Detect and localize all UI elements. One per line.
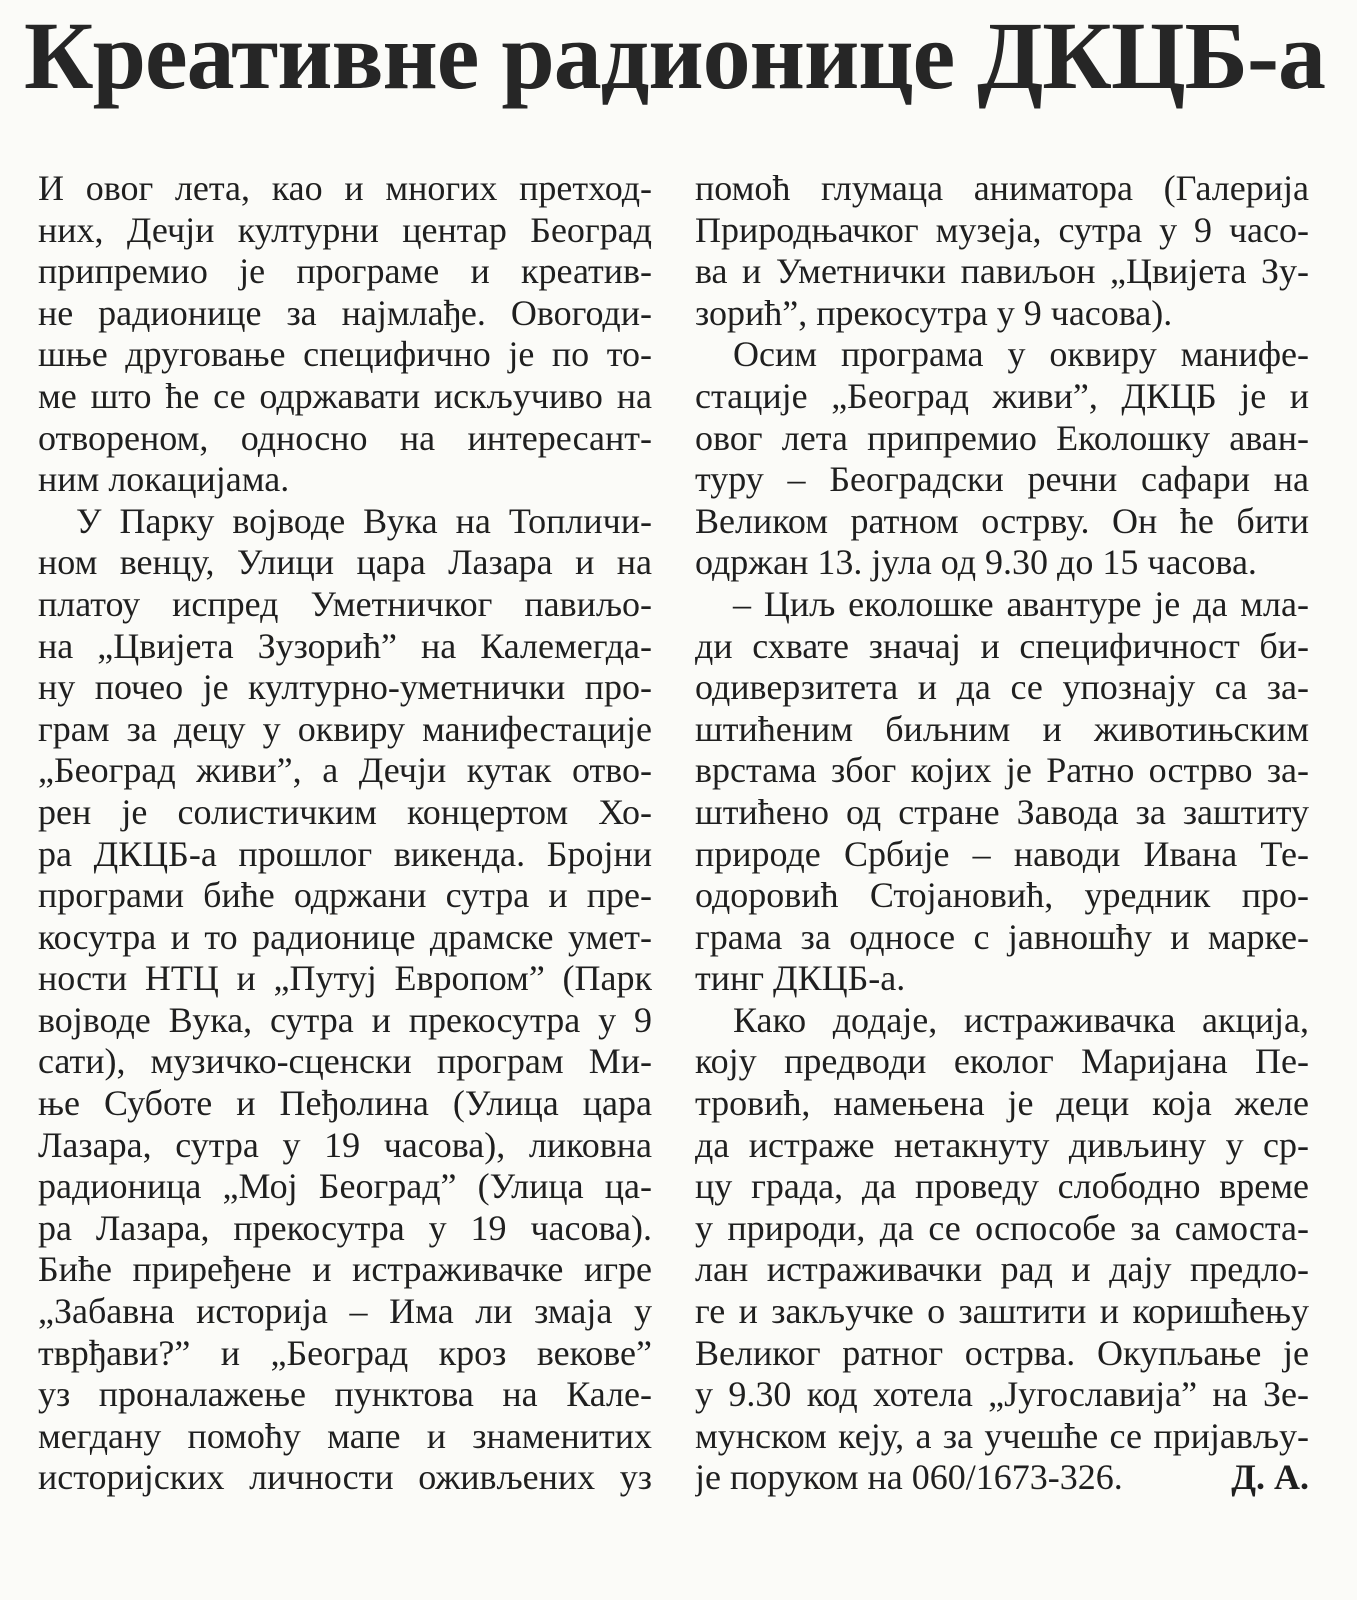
text-line: них, Дечји културни центар Београд [38,209,652,250]
author-signature: Д. А. [1231,1457,1309,1498]
article-column-left [38,168,652,1499]
text-line: штићеним биљним и животињским [695,708,1309,749]
headline: Креативне радионице ДКЦБ-а [24,2,1325,109]
text-line: Биће приређене и истраживачке игре [38,1249,652,1290]
article-column-right [695,168,1309,1499]
text-line: ње Суботе и Пеђолина (Улица цара [38,1083,652,1124]
text-line: грама за односе с јавношћу и марке- [695,916,1309,957]
text-line: – Циљ еколошке авантуре је да мла- [733,583,1309,624]
text-line: ди схвате значај и специфичност би- [695,625,1309,666]
text-line: „Забавна историја – Има ли змаја у [38,1291,652,1332]
text-line: зорић”, прекосутра у 9 часова). [695,292,1173,333]
text-line: рен је солистичким концертом Хо- [38,791,652,832]
text-line: туру – Београдски речни сафари на [695,459,1309,500]
text-line: Како додаје, истраживачка акција, [733,999,1309,1040]
text-line: И овог лета, као и многих претход- [38,168,652,208]
text-line: врстама због којих је Ратно острво за- [695,750,1309,791]
text-line: цу града, да проведу слободно време [695,1166,1309,1207]
final-line [695,1457,1309,1499]
text-line-last: је поруком на 060/1673-326. [695,1457,1123,1498]
text-line: припремио је програме и креатив- [38,251,652,292]
text-line: не радионице за најмлађе. Овогоди- [38,292,652,333]
text-line: ну почео је културно-уметнички про- [38,667,652,708]
text-line: Лазара, сутра у 19 часова), ликовна [38,1124,652,1165]
text-line: тровић, намењена је деци која желе [695,1083,1309,1124]
text-line: ге и закључке о заштити и коришћењу [695,1291,1309,1332]
text-line: ним локацијама. [38,459,290,500]
text-line: отвореном, односно на интересант- [38,417,652,458]
text-line: на „Цвијета Зузорић” на Калемегда- [38,625,652,666]
text-line: овог лета припремио Еколошку аван- [695,417,1309,458]
text-line: ра Лазара, прекосутра у 19 часова). [38,1207,652,1248]
text-line: одржан 13. јула од 9.30 до 15 часова. [695,542,1257,583]
text-line: у 9.30 код хотела „Југославија” на Зе- [695,1374,1309,1415]
text-line: Великом ратном острву. Он ће бити [695,500,1309,541]
text-line: Осим програма у оквиру манифе- [733,334,1309,375]
text-line: тинг ДКЦБ-а. [695,958,906,999]
text-line: радионица „Мој Београд” (Улица ца- [38,1166,652,1207]
text-line: коју предводи еколог Маријана Пе- [695,1041,1309,1082]
text-line: тврђави?” и „Београд кроз векове” [38,1332,652,1373]
text-line: платоу испред Уметничког павиљо- [38,583,652,624]
text-line: у природи, да се оспособе за самоста- [695,1207,1309,1248]
text-line: У Парку војводе Вука на Топличи- [76,500,652,541]
text-line: штићено од стране Завода за заштиту [695,791,1309,832]
text-line: уз проналажење пунктова на Кале- [38,1374,652,1415]
text-line: стације „Београд живи”, ДКЦБ је и [695,375,1309,416]
text-line: „Београд живи”, а Дечји кутак отво- [38,750,652,791]
text-line: ном венцу, Улици цара Лазара и на [38,542,652,583]
text-line: помоћ глумаца аниматора (Галерија [695,168,1309,208]
text-line: грам за децу у оквиру манифестације [38,708,652,749]
text-line: мунском кеју, а за учешће се пријављу- [695,1415,1309,1456]
text-line: програми биће одржани сутра и пре- [38,875,652,916]
text-line: Природњачког музеја, сутра у 9 часо- [695,209,1309,250]
text-line: одиверзитета и да се упознају са за- [695,667,1309,708]
text-line: ва и Уметнички павиљон „Цвијета Зу- [695,251,1309,292]
text-line: шње друговање специфично је по то- [38,334,652,375]
text-line: историјских личности оживљених уз [38,1457,652,1498]
text-line: одоровић Стојановић, уредник про- [695,875,1309,916]
text-line: Великог ратног острва. Окупљање је [695,1332,1309,1373]
text-line: ности НТЦ и „Путуј Европом” (Парк [38,958,652,999]
text-line: да истраже нетакнуту дивљину у ср- [695,1124,1309,1165]
text-line: косутра и то радионице драмске умет- [38,916,652,957]
text-line: ра ДКЦБ-а прошлог викенда. Бројни [38,833,652,874]
text-line: природе Србије – наводи Ивана Те- [695,833,1309,874]
text-line: ме што ће се одржавати искључиво на [38,375,652,416]
text-line: сати), музичко-сценски програм Ми- [38,1041,652,1082]
text-line: лан истраживачки рад и дају предло- [695,1249,1309,1290]
text-line: војводе Вука, сутра и прекосутра у 9 [38,999,652,1040]
text-line: мегдану помоћу мапе и знаменитих [38,1415,652,1456]
